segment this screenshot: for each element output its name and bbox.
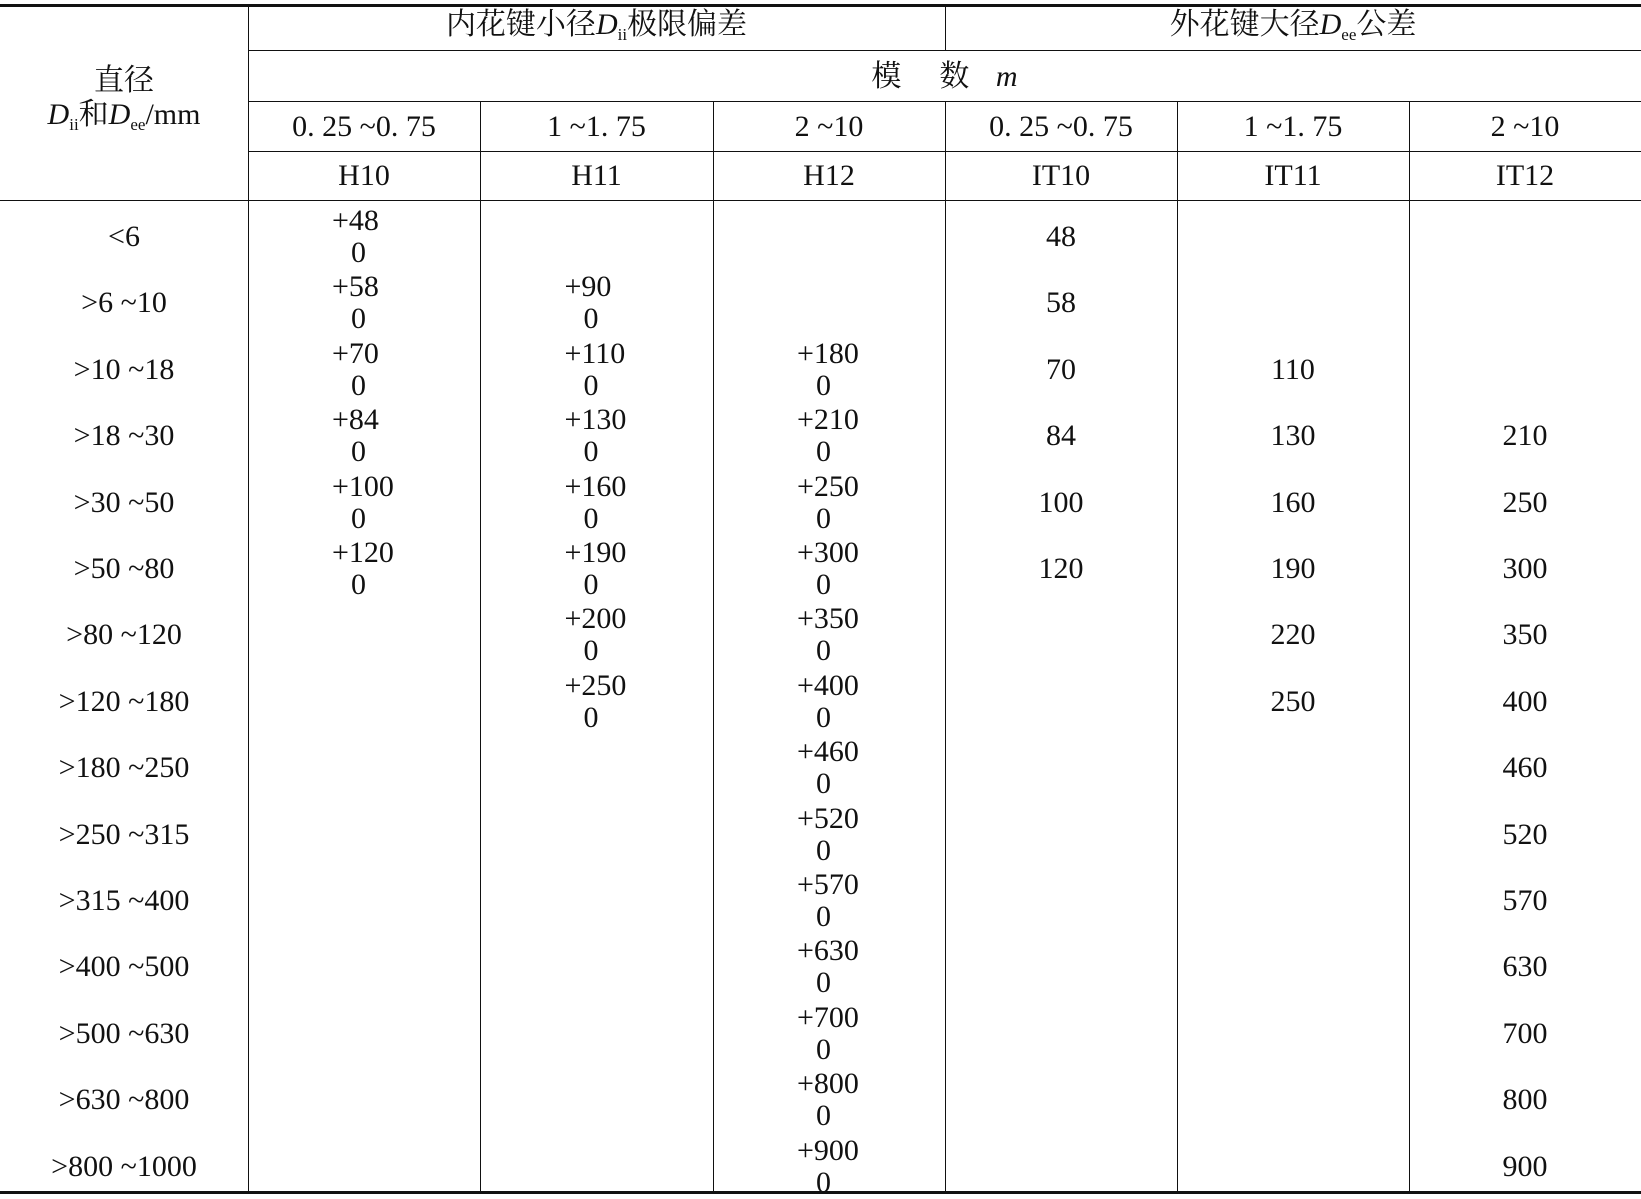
upper-deviation: +300: [797, 536, 859, 569]
header-bottom-rule: [0, 200, 1641, 201]
top-rule: [0, 4, 1641, 7]
upper-deviation: +100: [332, 469, 394, 503]
diameter-header-line2: $D_{ii}$和$D_{ee}/mm$: [47, 98, 201, 134]
tolerance-cell: 58: [1046, 286, 1076, 320]
grade-header: H12: [803, 159, 855, 192]
diameter-header: [0, 64, 248, 142]
diameter-range-cell: >30 ~50: [73, 485, 175, 519]
lower-deviation: 0: [816, 1165, 831, 1199]
diameter-range-cell: >315 ~400: [58, 884, 190, 917]
tolerance-cell: 630: [1502, 950, 1548, 984]
upper-deviation: +110: [564, 336, 626, 370]
diameter-range-cell: >80 ~120: [66, 618, 182, 652]
upper-deviation: +900: [797, 1133, 859, 1167]
lower-deviation: 0: [351, 501, 366, 535]
grade-header: IT10: [1031, 159, 1091, 192]
diameter-range-cell: >50 ~80: [73, 552, 175, 585]
upper-deviation: +90: [564, 270, 612, 304]
upper-deviation: +84: [332, 403, 379, 437]
upper-deviation: +58: [332, 270, 379, 304]
divider-col-2: [713, 101, 714, 1193]
lower-deviation: 0: [583, 501, 599, 535]
tolerance-cell: 800: [1502, 1083, 1548, 1117]
tolerance-cell: 460: [1502, 751, 1548, 785]
diameter-range-cell: >500 ~630: [58, 1016, 190, 1050]
divider-col-1: [480, 101, 481, 1193]
lower-deviation: 0: [583, 368, 599, 402]
diameter-range-cell: >6 ~10: [81, 286, 167, 320]
external-spline-title: 外花键大径$D_{ee}$公差: [1169, 8, 1417, 44]
upper-deviation: +48: [332, 204, 379, 237]
upper-deviation: +400: [797, 668, 859, 702]
upper-deviation: +800: [797, 1067, 859, 1101]
upper-deviation: +180: [797, 336, 859, 370]
tolerance-cell: 400: [1502, 684, 1548, 718]
module-range-header: 1 ~1. 75: [547, 110, 646, 143]
upper-deviation: +160: [564, 469, 627, 503]
upper-deviation: +250: [797, 469, 859, 503]
upper-deviation: +350: [797, 602, 859, 636]
upper-deviation: +700: [797, 1000, 859, 1034]
lower-deviation: 0: [816, 966, 831, 1000]
tolerance-cell: 210: [1502, 419, 1548, 453]
tolerance-cell: 350: [1502, 618, 1548, 652]
module-range-header: 2 ~10: [794, 110, 864, 143]
grade-header: IT11: [1264, 159, 1322, 192]
upper-deviation: +190: [564, 536, 627, 569]
upper-deviation: +70: [332, 336, 379, 370]
upper-deviation: +520: [797, 801, 859, 835]
diameter-header-line1: 直径: [94, 64, 154, 97]
lower-deviation: 0: [351, 368, 366, 402]
lower-deviation: 0: [816, 767, 831, 801]
diameter-range-cell: >10 ~18: [73, 352, 175, 386]
tolerance-cell: 100: [1038, 485, 1084, 519]
tolerance-cell: 700: [1502, 1016, 1548, 1050]
internal-spline-title: 内花键小径$D_{ii}$极限偏差: [445, 8, 748, 44]
lower-deviation: 0: [583, 568, 599, 601]
module-range-header: 0. 25 ~0. 75: [292, 110, 436, 143]
grade-header: H10: [338, 159, 390, 192]
divider-col-3: [945, 101, 946, 1193]
tolerance-cell: 190: [1270, 552, 1316, 585]
upper-deviation: +570: [797, 868, 859, 901]
upper-deviation: +200: [564, 602, 627, 636]
grade-header: H11: [571, 159, 622, 192]
diameter-range-cell: >400 ~500: [58, 950, 190, 984]
lower-deviation: 0: [583, 700, 599, 734]
tolerance-cell: 900: [1502, 1149, 1548, 1183]
lower-deviation: 0: [351, 568, 366, 601]
lower-deviation: 0: [583, 435, 599, 469]
lower-deviation: 0: [583, 634, 599, 668]
module-range-header: 0. 25 ~0. 75: [989, 110, 1133, 143]
lower-deviation: 0: [351, 302, 366, 336]
lower-deviation: 0: [816, 368, 831, 402]
tolerance-cell: 220: [1270, 618, 1316, 652]
lower-deviation: 0: [816, 833, 831, 867]
tolerance-cell: 110: [1271, 352, 1315, 386]
upper-deviation: +630: [797, 934, 859, 968]
tolerance-cell: 84: [1046, 419, 1076, 453]
diameter-range-cell: >120 ~180: [58, 684, 190, 718]
upper-deviation: +130: [564, 403, 627, 437]
module-range-header: 1 ~1. 75: [1243, 110, 1343, 143]
diameter-range-cell: >800 ~1000: [51, 1149, 197, 1183]
upper-deviation: +210: [797, 403, 859, 437]
upper-deviation: +460: [797, 735, 859, 769]
upper-deviation: +250: [564, 668, 627, 702]
lower-deviation: 0: [816, 501, 831, 535]
lower-deviation: 0: [816, 568, 831, 601]
diameter-range-cell: >250 ~315: [58, 817, 190, 851]
tolerance-cell: 160: [1270, 485, 1316, 519]
lower-deviation: 0: [816, 1099, 831, 1133]
tolerance-cell: 570: [1502, 884, 1548, 917]
tolerance-cell: 250: [1502, 485, 1548, 519]
diameter-range-cell: <6: [108, 220, 140, 253]
diameter-range-cell: >180 ~250: [58, 751, 190, 785]
tolerance-cell: 48: [1046, 220, 1076, 253]
grade-header: IT12: [1495, 159, 1555, 192]
diameter-range-cell: >630 ~800: [58, 1083, 190, 1117]
lower-deviation: 0: [816, 1032, 831, 1066]
module-header: 模 数 m: [871, 60, 1018, 93]
lower-deviation: 0: [816, 634, 831, 668]
tolerance-cell: 300: [1502, 552, 1548, 585]
diameter-range-cell: >18 ~30: [73, 419, 175, 453]
tolerance-cell: 130: [1270, 419, 1316, 453]
tolerance-cell: 520: [1502, 817, 1548, 851]
lower-deviation: 0: [816, 435, 831, 469]
lower-deviation: 0: [816, 700, 831, 734]
lower-deviation: 0: [816, 900, 831, 933]
upper-deviation: +120: [332, 536, 394, 569]
module-range-header: 2 ~10: [1490, 110, 1560, 143]
lower-deviation: 0: [351, 236, 366, 269]
lower-deviation: 0: [583, 302, 599, 336]
lower-deviation: 0: [351, 435, 366, 469]
tolerance-cell: 120: [1038, 552, 1084, 585]
tolerance-cell: 250: [1270, 684, 1316, 718]
tolerance-cell: 70: [1046, 352, 1076, 386]
